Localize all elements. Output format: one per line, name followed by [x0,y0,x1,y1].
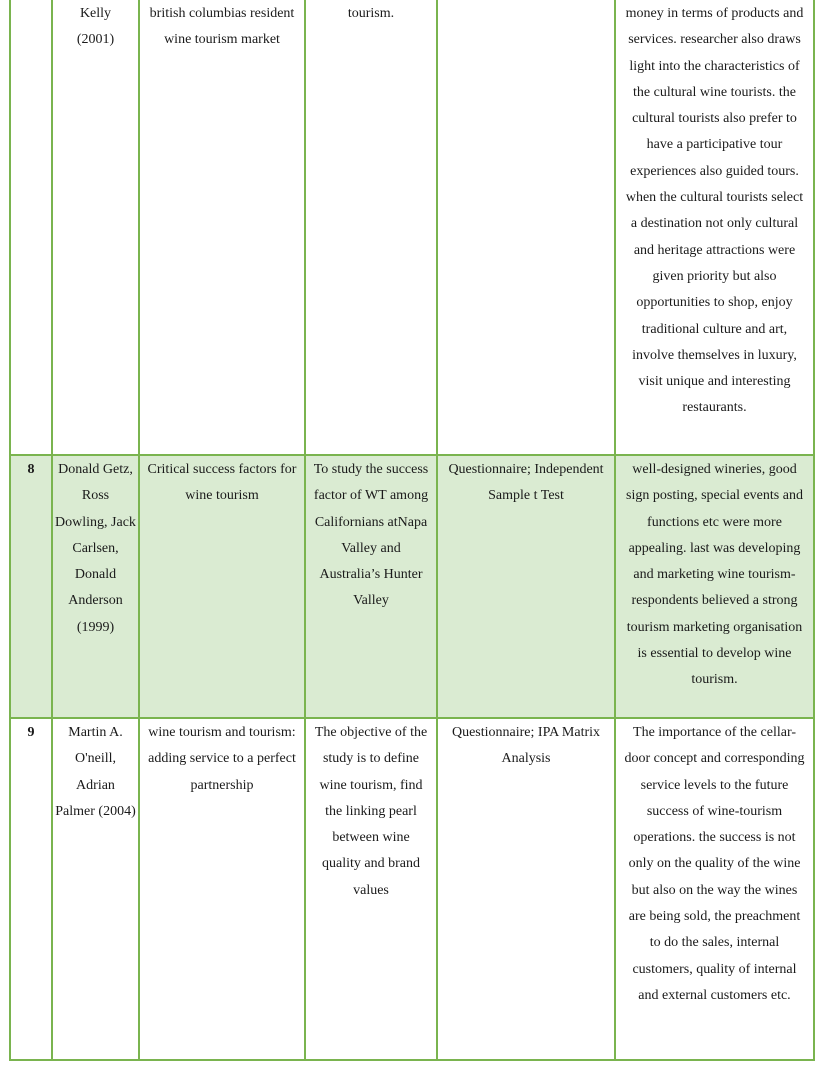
table-row [10,455,814,718]
literature-review-table [9,0,815,1061]
row-number-cell: 9 [10,718,52,1060]
title-cell: british columbias resident wine tourism market [139,0,305,455]
title-cell: wine tourism and tourism: adding service to a perfect partnership [139,718,305,1060]
table-row [10,0,814,455]
findings-cell: money in terms of products and services. researcher also draws light into the characteristics of the cultural wine tourists. the cultural tourists also prefer to have a participative tour experiences also guided tours. when the cultural tourists select a destination not only cultural and heritage attractions were given priority but also opportunities to shop, enjoy traditional culture and art, involve themselves in luxury, visit unique and interesting restaurants. [615,0,814,455]
title-cell: Critical success factors for wine tourism [139,455,305,718]
methodology-cell [437,0,615,455]
row-number-cell [10,0,52,455]
table-row [10,718,814,1060]
findings-cell: well-designed wineries, good sign posting, special events and functions etc were more appealing. last was developing and marketing wine tourism- respondents believed a strong tourism marketing organisation is essential to develop wine tourism. [615,455,814,718]
row-number-cell: 8 [10,455,52,718]
objective-cell: To study the success factor of WT among Californians atNapa Valley and Australia’s Hunter Valley [305,455,437,718]
methodology-cell: Questionnaire; IPA Matrix Analysis [437,718,615,1060]
author-cell: Martin A. O'neill, Adrian Palmer (2004) [52,718,139,1060]
author-cell: Kelly (2001) [52,0,139,455]
objective-cell: tourism. [305,0,437,455]
objective-cell: The objective of the study is to define wine tourism, find the linking pearl between wine quality and brand values [305,718,437,1060]
author-cell: Donald Getz, Ross Dowling, Jack Carlsen, Donald Anderson (1999) [52,455,139,718]
methodology-cell: Questionnaire; Independent Sample t Test [437,455,615,718]
findings-cell: The importance of the cellar-door concept and corresponding service levels to the future success of wine-tourism operations. the success is not only on the quality of the wine but also on the way the wines are being sold, the preachment to do the sales, internal customers, quality of internal and external customers etc. [615,718,814,1060]
